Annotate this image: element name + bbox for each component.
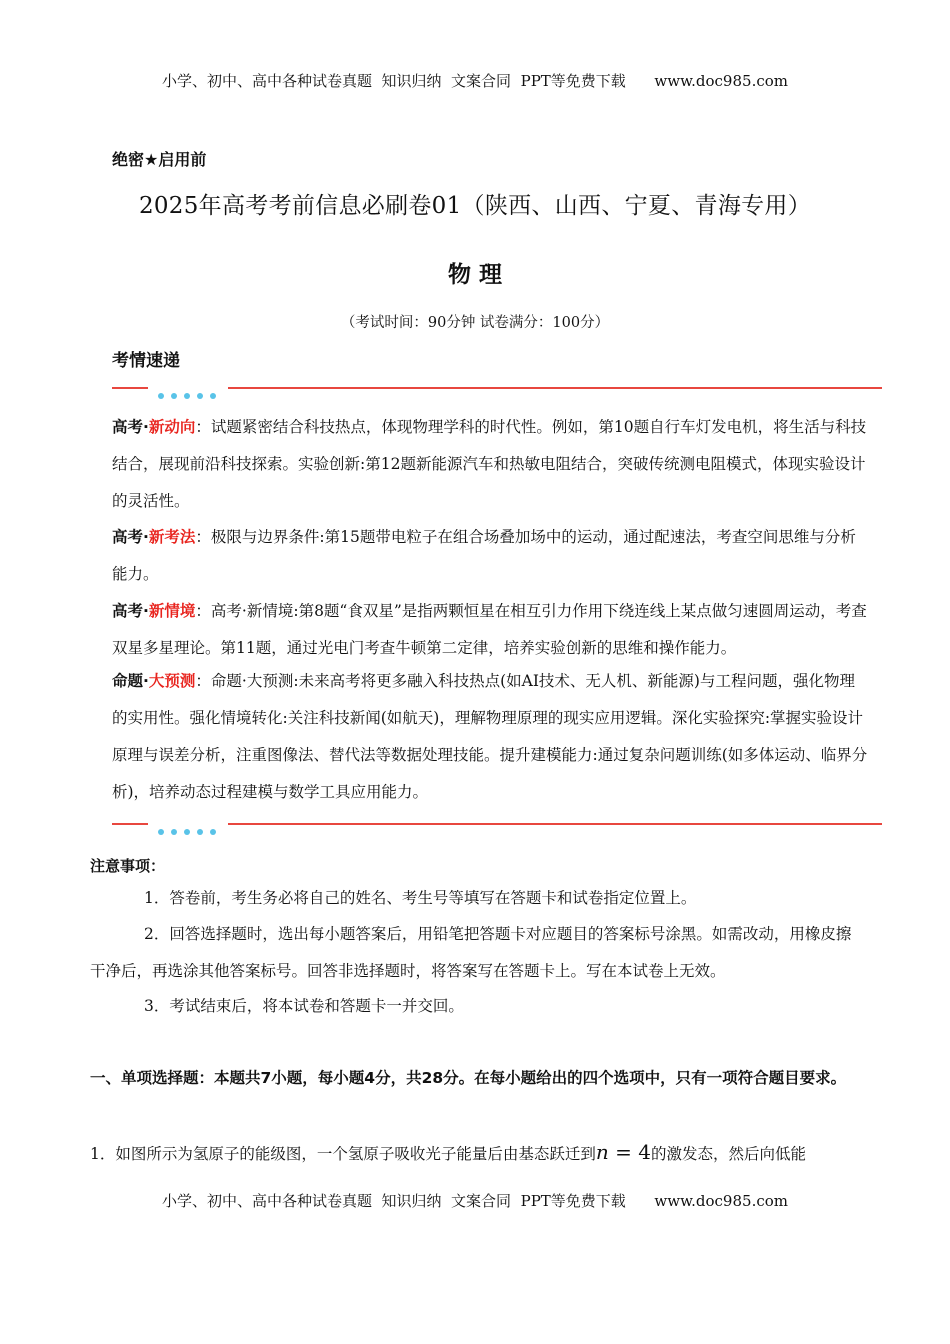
note-item-1: 1．答卷前，考生务必将自己的姓名、考生号等填写在答题卡和试卷指定位置上。 [144,889,697,907]
divider-dot [171,829,177,835]
divider-dot [158,393,164,399]
page-header: 小学、初中、高中各种试卷真题 知识归纳 文案合同 PPT等免费下载 www.doc985.com [161,72,788,90]
intro-prefix: 命题· [112,672,149,690]
intro-paragraph-method [112,519,870,593]
math-value: 4 [638,1140,651,1164]
intro-paragraph-trend [112,409,870,520]
intro-colon: ： [195,418,211,436]
divider-dots [158,384,223,403]
divider-dot [158,829,164,835]
intro-text: 高考·新情境:第8题“食双星”是指两颗恒星在相互引力作用下绕连线上某点做匀速圆周运动，考查双星多星理论。第11题，通过光电门考查牛顿第二定律，培养实验创新的思维和操作能力。 [112,602,867,657]
divider-line-left [112,387,148,389]
section-one-heading: 一、单项选择题：本题共7小题，每小题4分，共28分。在每小题给出的四个选项中，只有一项符合题目要求。 [90,1069,847,1087]
intro-prefix: 高考· [112,528,149,546]
intro-heading: 考情速递 [112,351,180,371]
divider-bottom [112,817,882,831]
divider-dot [171,393,177,399]
intro-paragraph-context [112,593,870,667]
exam-info: （考试时间：90分钟 试卷满分：100分） [340,315,610,331]
divider-line-right [228,387,882,389]
intro-colon: ： [195,602,211,620]
math-equals: = [608,1140,639,1164]
intro-keyword: 新情境 [148,602,196,620]
divider-dot [184,393,190,399]
intro-colon: ： [195,672,211,690]
intro-text: 命题·大预测:未来高考将更多融入科技热点(如AI技术、无人机、新能源)与工程问题，强化物理的实用性。强化情境转化:关注科技新闻(如航天)，理解物理原理的现实应用逻辑。深化实验探究:掌握实验设计原理与误差分析，注重图像法、替代法等数据处理技能。提升建模能力:通过复杂问题训练(如多体运动、临界分析)，培养动态过程建模与数学工具应用能力。 [112,672,868,801]
exam-title: 2025年高考考前信息必刷卷01（陕西、山西、宁夏、青海专用） [138,193,812,219]
divider-dot [210,393,216,399]
divider-dot [197,829,203,835]
notes-title: 注意事项： [90,857,166,875]
note-item-3: 3．考试结束后，将本试卷和答题卡一并交回。 [144,997,464,1015]
divider-dot [184,829,190,835]
question-1-math [596,1140,651,1164]
intro-keyword: 新考法 [148,528,196,546]
divider-dots [158,820,223,839]
divider-line-left [112,823,148,825]
divider-dot [197,393,203,399]
intro-text: 试题紧密结合科技热点，体现物理学科的时代性。例如，第10题自行车灯发电机，将生活与科技结合，展现前沿科技探索。实验创新:第12题新能源汽车和热敏电阻结合，突破传统测电阻模式，体现实验设计的灵活性。 [112,418,867,510]
intro-paragraph-forecast [112,663,870,811]
page-footer: 小学、初中、高中各种试卷真题 知识归纳 文案合同 PPT等免费下载 www.doc985.com [161,1192,788,1210]
question-1-text-after: 的激发态，然后向低能 [650,1145,806,1163]
intro-text: 极限与边界条件:第15题带电粒子在组合场叠加场中的运动，通过配速法，考查空间思维与分析能力。 [112,528,856,583]
question-1-text-before: 1．如图所示为氢原子的能级图，一个氢原子吸收光子能量后由基态跃迁到 [90,1145,596,1163]
question-1 [90,1140,890,1164]
math-variable: n [595,1140,609,1164]
divider-dot [210,829,216,835]
divider-top [112,381,882,395]
intro-keyword: 新动向 [148,418,196,436]
intro-colon: ： [195,528,211,546]
subject-title: 物 理 [447,262,502,288]
intro-keyword: 大预测 [148,672,196,690]
intro-prefix: 高考· [112,602,149,620]
note-item-2: 2．回答选择题时，选出每小题答案后，用铅笔把答题卡对应题目的答案标号涂黑。如需改动，用橡皮擦干净后，再选涂其他答案标号。回答非选择题时，将答案写在答题卡上。写在本试卷上无效。 [90,925,852,980]
confidential-label: 绝密★启用前 [112,150,207,169]
divider-line-right [228,823,882,825]
intro-prefix: 高考· [112,418,149,436]
